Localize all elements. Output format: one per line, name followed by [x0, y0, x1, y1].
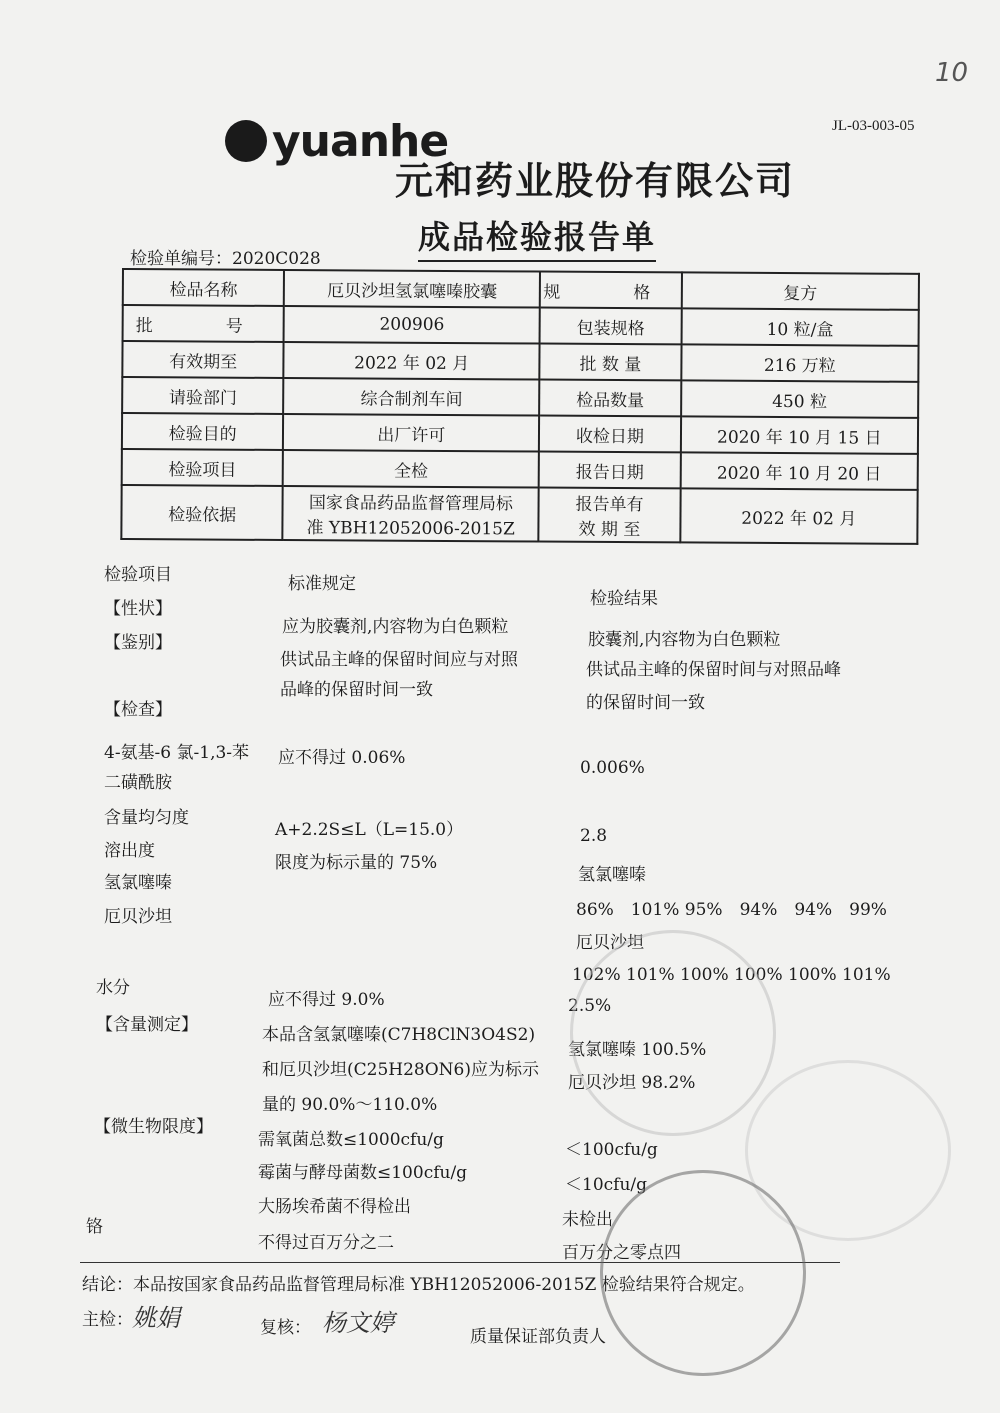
reviewer-signature: 杨文婷: [322, 1309, 394, 1337]
micro-result-1: ＜100cfu/g: [565, 1140, 658, 1160]
info-table: [120, 268, 920, 545]
water-label: 水分: [96, 978, 130, 998]
label-report-date: 报告日期: [539, 452, 681, 489]
col-header-result: 检验结果: [590, 589, 658, 609]
irbesartan-label: 厄贝沙坦: [104, 907, 172, 927]
label-basis: 检验依据: [121, 485, 283, 540]
character-standard: 应为胶囊剂,内容物为白色颗粒: [282, 617, 509, 637]
label-batch: 批 号: [123, 305, 285, 342]
micro-standard-1: 需氧菌总数≤1000cfu/g: [258, 1130, 444, 1150]
micro-label: 【微生物限度】: [94, 1117, 213, 1137]
micro-standard-2: 霉菌与酵母菌数≤100cfu/g: [258, 1163, 468, 1183]
tester-signature: 姚娟: [132, 1304, 180, 1332]
ident-result-1: 供试品主峰的保留时间与对照品峰: [586, 660, 841, 680]
assay-standard-1: 本品含氢氯噻嗪(C7H8ClN3O4S2): [262, 1025, 536, 1045]
value-report-date: 2020 年 10 月 20 日: [680, 452, 917, 489]
value-valid-until: 2022 年 02 月: [680, 488, 918, 543]
col-header-item: 检验项目: [104, 565, 172, 585]
assay-result-2: 厄贝沙坦 98.2%: [568, 1073, 696, 1093]
logo-text: yuanhe: [272, 116, 449, 167]
value-spec: 复方: [682, 272, 919, 309]
value-batch-qty: 216 万粒: [681, 344, 918, 381]
qa-label: 质量保证部负责人: [470, 1327, 606, 1347]
irbesartan-result-values: 102% 101% 100% 100% 100% 101%: [572, 965, 891, 985]
reviewer-label: 复核：: [260, 1318, 311, 1338]
hctz-label: 氢氯噻嗪: [104, 873, 172, 893]
label-spec: 规 格: [540, 272, 682, 309]
label-expiry: 有效期至: [122, 341, 284, 378]
ident-result-2: 的保留时间一致: [586, 693, 705, 713]
character-result: 胶囊剂,内容物为白色颗粒: [588, 630, 781, 650]
tester-label: 主检：: [82, 1310, 133, 1330]
irbesartan-result-title: 厄贝沙坦: [576, 933, 644, 953]
assay-result-1: 氢氯噻嗪 100.5%: [568, 1040, 707, 1060]
inspection-seal-icon: [570, 930, 776, 1136]
check-label: 【检查】: [104, 700, 172, 720]
uniformity-standard: A+2.2S≤L（L=15.0）: [275, 820, 464, 840]
value-basis: 国家食品药品监督管理局标 准 YBH12052006-2015Z: [283, 486, 539, 542]
ident-label: 【鉴别】: [104, 633, 172, 653]
impurity-label-1: 4-氨基-6 氯-1,3-苯: [104, 743, 250, 763]
dissolution-standard: 限度为标示量的 75%: [275, 853, 438, 873]
label-dept: 请验部门: [122, 377, 284, 414]
conclusion-text: 结论：本品按国家食品药品监督管理局标准 YBH12052006-2015Z 检验结果符合规定。: [82, 1275, 755, 1295]
label-item: 检验项目: [122, 449, 284, 486]
label-package: 包装规格: [540, 308, 682, 345]
ident-standard-1: 供试品主峰的保留时间应与对照: [280, 650, 518, 670]
report-title: 成品检验报告单: [418, 212, 656, 262]
label-sample-qty: 检品数量: [539, 380, 681, 417]
quality-seal-icon: [600, 1170, 806, 1376]
water-standard: 应不得过 9.0%: [268, 990, 385, 1010]
uniformity-label: 含量均匀度: [104, 808, 189, 828]
chromium-label: 铬: [86, 1217, 103, 1237]
impurity-standard: 应不得过 0.06%: [278, 748, 406, 768]
value-dept: 综合制剂车间: [283, 378, 539, 416]
company-name: 元和药业股份有限公司: [395, 159, 796, 203]
character-label: 【性状】: [104, 599, 172, 619]
chromium-standard: 不得过百万分之二: [258, 1233, 394, 1253]
value-package: 10 粒/盒: [681, 308, 918, 345]
hctz-result-values: 86% 101% 95% 94% 94% 99%: [576, 900, 887, 920]
value-item: 全检: [283, 450, 539, 488]
ident-standard-2: 品峰的保留时间一致: [280, 680, 433, 700]
value-batch: 200906: [284, 306, 540, 344]
value-product-name: 厄贝沙坦氢氯噻嗪胶囊: [284, 270, 540, 308]
chromium-result: 百万分之零点四: [562, 1243, 681, 1263]
label-product-name: 检品名称: [123, 269, 285, 306]
value-purpose: 出厂许可: [283, 414, 539, 452]
label-valid-until: 报告单有 效 期 至: [539, 488, 681, 543]
micro-result-3: 未检出: [562, 1210, 613, 1230]
value-expiry: 2022 年 02 月: [284, 342, 540, 380]
micro-result-2: ＜10cfu/g: [565, 1175, 648, 1195]
handwritten-page-number: 10: [935, 58, 969, 88]
assay-standard-3: 量的 90.0%～110.0%: [262, 1095, 438, 1115]
dissolution-label: 溶出度: [104, 841, 155, 861]
col-header-standard: 标准规定: [288, 574, 356, 594]
water-result: 2.5%: [568, 996, 612, 1016]
hctz-result-title: 氢氯噻嗪: [578, 865, 646, 885]
document-code: JL-03-003-05: [832, 118, 915, 134]
label-receive-date: 收检日期: [539, 416, 681, 453]
label-batch-qty: 批 数 量: [540, 344, 682, 381]
value-sample-qty: 450 粒: [681, 380, 918, 417]
value-receive-date: 2020 年 10 月 15 日: [681, 416, 918, 453]
impurity-result: 0.006%: [580, 758, 645, 778]
company-logo-icon: [225, 120, 267, 162]
report-number: 检验单编号：2020C028: [130, 249, 321, 269]
assay-standard-2: 和厄贝沙坦(C25H28ON6)应为标示: [262, 1060, 539, 1080]
micro-standard-3: 大肠埃希菌不得检出: [258, 1197, 411, 1217]
assay-label: 【含量测定】: [96, 1015, 198, 1035]
uniformity-result: 2.8: [580, 826, 608, 846]
label-purpose: 检验目的: [122, 413, 284, 450]
impurity-label-2: 二磺酰胺: [104, 773, 172, 793]
